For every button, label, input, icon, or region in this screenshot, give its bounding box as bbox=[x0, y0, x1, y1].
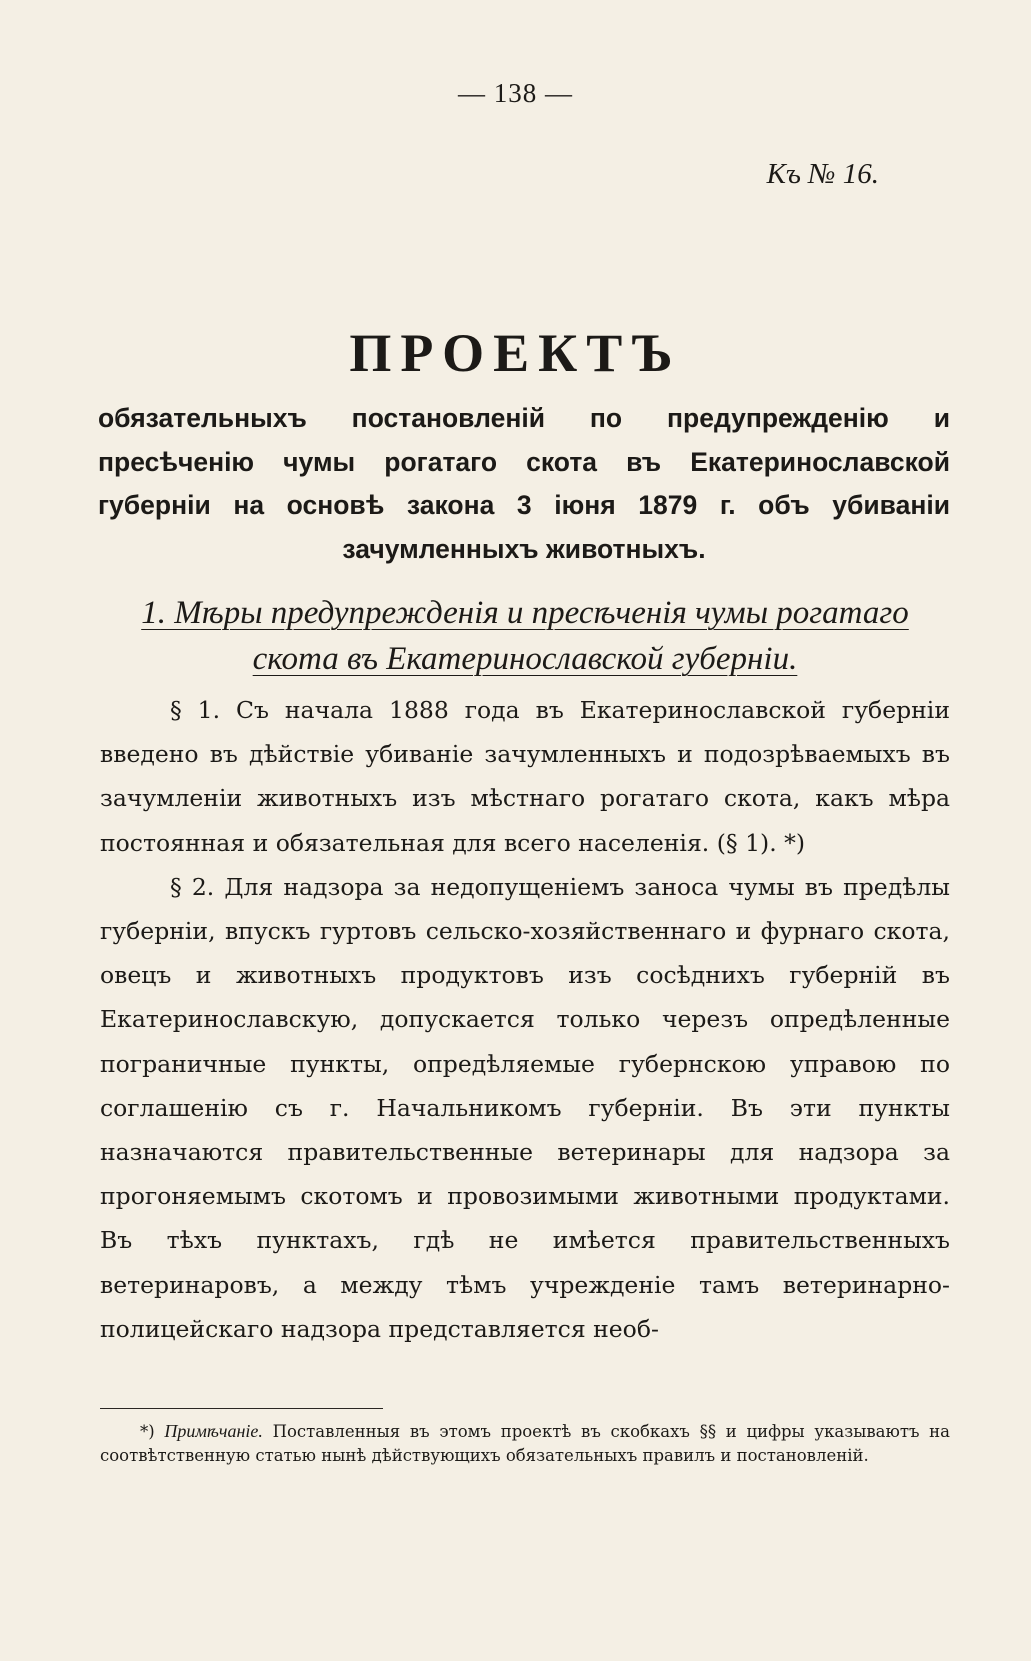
section-heading: 1. Мѣры предупрежденія и пресѣченія чумы рогатаго скота въ Екатеринославской губерніи. bbox=[141, 595, 909, 677]
page-number: — 138 — bbox=[458, 78, 573, 108]
document-subtitle: обязательныхъ постановленій по предупрежденію и пресѣченію чумы рогатаго скота въ Екатеринославской губерніи на основѣ закона 3 іюня 1879 г. объ убиваніи зачумленныхъ животныхъ. bbox=[98, 403, 950, 564]
paragraph-2: § 2. Для надзора за недопущеніемъ заноса чумы въ предѣлы губерніи, впускъ гуртовъ сельско-хозяйственнаго и фурнаго скота, овецъ и животныхъ продуктовъ изъ сосѣднихъ губерній въ Екатеринославскую, допускается только черезъ опредѣленные пограничные пункты, опредѣляемые губернскою управою по соглашенію съ г. Начальникомъ губерніи. Въ эти пункты назначаются правительственные ветеринары для надзора за прогоняемымъ скотомъ и провозимыми животными продуктами. Въ тѣхъ пунктахъ, гдѣ не имѣется правительственныхъ ветеринаровъ, а между тѣмъ учрежденіе тамъ ветеринарно-полицейскаго надзора представляется необ- bbox=[100, 872, 950, 1343]
reference-number: Къ № 16. bbox=[766, 158, 879, 190]
footnote-marker: *) bbox=[140, 1422, 155, 1441]
footnote-text: Поставленныя въ этомъ проектѣ въ скобкахъ §§ и цифры указываютъ на соотвѣтственную статью нынѣ дѣйствующихъ обязательныхъ правилъ и постановленій. bbox=[100, 1422, 950, 1465]
footnote bbox=[100, 1420, 950, 1467]
document-title: ПРОЕКТЪ bbox=[349, 323, 682, 383]
footnote-label: Примѣчаніе. bbox=[164, 1421, 263, 1441]
footnote-divider bbox=[100, 1408, 383, 1409]
body-text bbox=[100, 688, 950, 1351]
paragraph-1: § 1. Съ начала 1888 года въ Екатеринославской губерніи введено въ дѣйствіе убиваніе зачумленныхъ и подозрѣваемыхъ въ зачумленіи животныхъ изъ мѣстнаго рогатаго скота, какъ мѣра постоянная и обязательная для всего населенія. (§ 1). *) bbox=[100, 696, 950, 857]
